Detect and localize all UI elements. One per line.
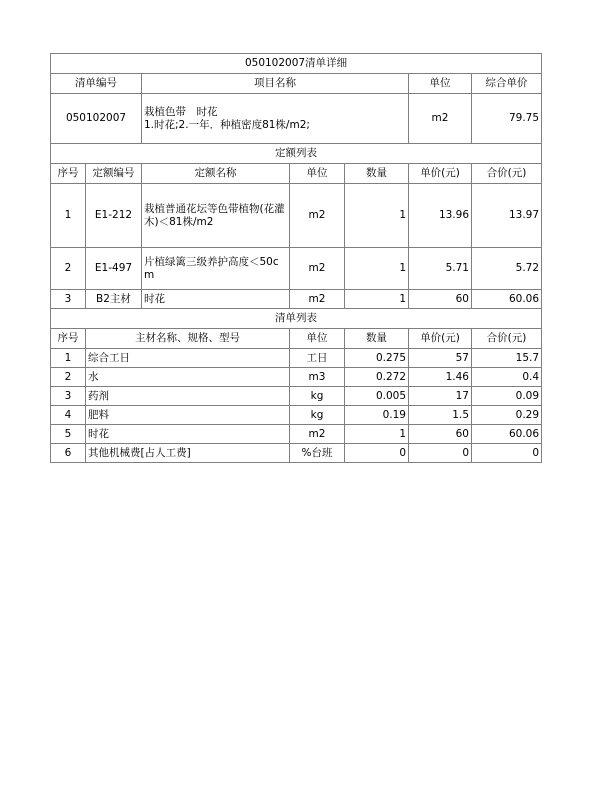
material-unit-price: 17 bbox=[409, 387, 472, 406]
list-header-price: 综合单价 bbox=[472, 74, 542, 94]
list-item-unit: m2 bbox=[409, 94, 472, 144]
sheet-title: 050102007清单详细 bbox=[51, 54, 542, 74]
material-qty: 0.19 bbox=[345, 406, 409, 425]
quota-qty: 1 bbox=[345, 290, 409, 309]
material-unit-price: 1.5 bbox=[409, 406, 472, 425]
material-total: 0 bbox=[472, 444, 542, 463]
material-unit: m2 bbox=[290, 425, 345, 444]
material-header-name: 主材名称、规格、型号 bbox=[86, 329, 290, 349]
material-row bbox=[51, 444, 542, 463]
list-header-row bbox=[51, 74, 542, 94]
material-row bbox=[51, 406, 542, 425]
quota-unit-price: 5.71 bbox=[409, 248, 472, 290]
quota-unit: m2 bbox=[290, 290, 345, 309]
material-unit-price: 60 bbox=[409, 425, 472, 444]
material-seq: 4 bbox=[51, 406, 86, 425]
list-header-code: 清单编号 bbox=[51, 74, 142, 94]
material-qty: 0.275 bbox=[345, 349, 409, 368]
material-qty: 0.005 bbox=[345, 387, 409, 406]
material-unit: kg bbox=[290, 387, 345, 406]
material-qty: 0 bbox=[345, 444, 409, 463]
material-name: 其他机械费[占人工费] bbox=[86, 444, 290, 463]
material-header-unit: 单位 bbox=[290, 329, 345, 349]
material-seq: 2 bbox=[51, 368, 86, 387]
material-unit: 工日 bbox=[290, 349, 345, 368]
material-qty: 0.272 bbox=[345, 368, 409, 387]
quota-header-seq: 序号 bbox=[51, 164, 86, 184]
material-seq: 1 bbox=[51, 349, 86, 368]
quota-code: E1-212 bbox=[86, 184, 142, 248]
quota-unit-price: 60 bbox=[409, 290, 472, 309]
material-header-seq: 序号 bbox=[51, 329, 86, 349]
material-name: 肥料 bbox=[86, 406, 290, 425]
list-item-code: 050102007 bbox=[51, 94, 142, 144]
quota-header-code: 定额编号 bbox=[86, 164, 142, 184]
material-unit: %台班 bbox=[290, 444, 345, 463]
material-unit: m3 bbox=[290, 368, 345, 387]
quota-section-title: 定额列表 bbox=[51, 144, 542, 164]
material-name: 水 bbox=[86, 368, 290, 387]
quota-code: B2主材 bbox=[86, 290, 142, 309]
quota-row bbox=[51, 184, 542, 248]
material-qty: 1 bbox=[345, 425, 409, 444]
material-total: 0.09 bbox=[472, 387, 542, 406]
quota-unit: m2 bbox=[290, 184, 345, 248]
quota-row bbox=[51, 290, 542, 309]
list-item-name bbox=[142, 94, 409, 144]
material-row bbox=[51, 349, 542, 368]
material-header-qty: 数量 bbox=[345, 329, 409, 349]
quota-name: 时花 bbox=[142, 290, 290, 309]
quota-total: 13.97 bbox=[472, 184, 542, 248]
material-total: 0.4 bbox=[472, 368, 542, 387]
quota-seq: 3 bbox=[51, 290, 86, 309]
material-seq: 6 bbox=[51, 444, 86, 463]
quota-qty: 1 bbox=[345, 248, 409, 290]
quota-seq: 1 bbox=[51, 184, 86, 248]
quota-header-name: 定额名称 bbox=[142, 164, 290, 184]
list-item-name-line1: 栽植色带 时花 bbox=[144, 105, 218, 118]
material-seq: 5 bbox=[51, 425, 86, 444]
material-unit: kg bbox=[290, 406, 345, 425]
quota-header-row bbox=[51, 164, 542, 184]
quota-unit-price: 13.96 bbox=[409, 184, 472, 248]
list-item-price: 79.75 bbox=[472, 94, 542, 144]
quota-header-unit: 单位 bbox=[290, 164, 345, 184]
material-seq: 3 bbox=[51, 387, 86, 406]
quota-unit: m2 bbox=[290, 248, 345, 290]
title-row bbox=[51, 54, 542, 74]
material-unit-price: 0 bbox=[409, 444, 472, 463]
quota-code: E1-497 bbox=[86, 248, 142, 290]
material-name: 综合工日 bbox=[86, 349, 290, 368]
material-total: 15.7 bbox=[472, 349, 542, 368]
material-unit-price: 57 bbox=[409, 349, 472, 368]
quota-header-unit-price: 单价(元) bbox=[409, 164, 472, 184]
quota-qty: 1 bbox=[345, 184, 409, 248]
list-item-name-line2: 1.时花;2.一年．种植密度81株/m2; bbox=[144, 118, 310, 131]
quota-seq: 2 bbox=[51, 248, 86, 290]
material-section-title: 清单列表 bbox=[51, 309, 542, 329]
material-row bbox=[51, 368, 542, 387]
material-name: 时花 bbox=[86, 425, 290, 444]
quota-name: 栽植普通花坛等色带植物(花灌木)＜81株/m2 bbox=[142, 184, 290, 248]
material-row bbox=[51, 387, 542, 406]
bill-detail-table bbox=[50, 53, 542, 463]
list-header-unit: 单位 bbox=[409, 74, 472, 94]
material-total: 0.29 bbox=[472, 406, 542, 425]
quota-row bbox=[51, 248, 542, 290]
quota-section-row bbox=[51, 144, 542, 164]
quota-header-total: 合价(元) bbox=[472, 164, 542, 184]
material-header-total: 合价(元) bbox=[472, 329, 542, 349]
quota-total: 60.06 bbox=[472, 290, 542, 309]
quota-total: 5.72 bbox=[472, 248, 542, 290]
quota-name: 片植绿篱三级养护高度＜50cm bbox=[142, 248, 290, 290]
material-row bbox=[51, 425, 542, 444]
list-item-row bbox=[51, 94, 542, 144]
list-header-name: 项目名称 bbox=[142, 74, 409, 94]
material-header-row bbox=[51, 329, 542, 349]
material-name: 药剂 bbox=[86, 387, 290, 406]
material-header-unit-price: 单价(元) bbox=[409, 329, 472, 349]
material-unit-price: 1.46 bbox=[409, 368, 472, 387]
material-section-row bbox=[51, 309, 542, 329]
quota-header-qty: 数量 bbox=[345, 164, 409, 184]
material-total: 60.06 bbox=[472, 425, 542, 444]
